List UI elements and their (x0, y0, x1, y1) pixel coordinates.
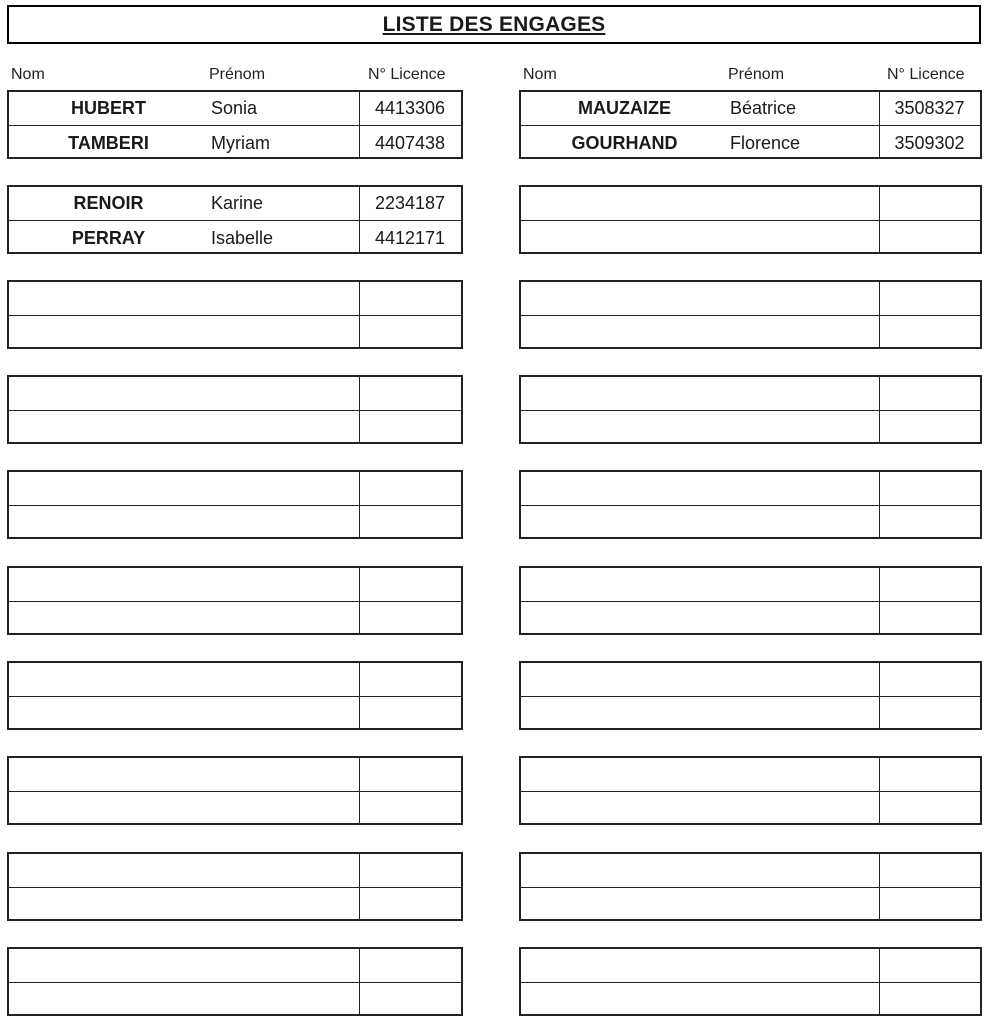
row-divider (9, 315, 461, 316)
player-row (9, 127, 461, 160)
row-divider (521, 220, 980, 221)
team-table (7, 280, 463, 349)
player-licence: 3509302 (894, 133, 965, 153)
player-nom (9, 949, 208, 982)
player-prenom: Isabelle (211, 228, 274, 248)
row-divider (9, 125, 461, 126)
player-nom (9, 793, 208, 826)
player-row (521, 317, 980, 350)
player-licence: 4407438 (374, 133, 446, 153)
row-divider (521, 887, 980, 888)
player-nom (521, 412, 728, 445)
player-row (521, 412, 980, 445)
player-licence (359, 758, 461, 791)
player-licence: 2234187 (374, 193, 446, 213)
team-table (519, 661, 982, 730)
player-licence (359, 698, 461, 731)
team-table (7, 90, 463, 159)
player-licence (879, 603, 980, 636)
team-table (519, 852, 982, 921)
row-divider (9, 887, 461, 888)
row-divider (521, 601, 980, 602)
player-row (521, 984, 980, 1017)
player-licence: 3508327 (894, 98, 965, 118)
header-nom: Nom (523, 66, 557, 83)
player-nom (521, 603, 728, 636)
team-table (7, 185, 463, 254)
row-divider (521, 125, 980, 126)
team-table (519, 566, 982, 635)
team-table (7, 470, 463, 539)
page-title-box (7, 5, 981, 44)
team-table (519, 185, 982, 254)
team-table (519, 375, 982, 444)
player-row (521, 568, 980, 601)
player-licence (359, 984, 461, 1017)
player-row (521, 222, 980, 255)
player-nom: GOURHAND (571, 133, 678, 153)
row-divider (521, 791, 980, 792)
team-table (7, 661, 463, 730)
player-row (521, 282, 980, 315)
player-licence (359, 793, 461, 826)
player-licence (359, 854, 461, 887)
player-row (9, 377, 461, 410)
player-nom (521, 949, 728, 982)
player-row (521, 854, 980, 887)
player-licence (879, 698, 980, 731)
player-licence (359, 603, 461, 636)
player-prenom: Karine (211, 193, 264, 213)
player-licence (879, 568, 980, 601)
player-row (521, 603, 980, 636)
player-licence (879, 793, 980, 826)
player-nom (521, 187, 728, 220)
player-row (9, 889, 461, 922)
player-licence (359, 282, 461, 315)
player-row (9, 507, 461, 540)
row-divider (9, 696, 461, 697)
player-nom (9, 663, 208, 696)
player-nom (521, 889, 728, 922)
row-divider (521, 982, 980, 983)
player-licence (879, 412, 980, 445)
player-row (9, 472, 461, 505)
player-row (9, 984, 461, 1017)
header-licence: N° Licence (887, 66, 965, 83)
player-nom (521, 282, 728, 315)
row-divider (521, 315, 980, 316)
team-table (7, 375, 463, 444)
player-nom: MAUZAIZE (578, 98, 671, 118)
player-nom (9, 507, 208, 540)
player-row (521, 127, 980, 160)
player-row (9, 793, 461, 826)
player-row (9, 758, 461, 791)
player-nom (521, 377, 728, 410)
player-nom (9, 889, 208, 922)
player-nom (9, 854, 208, 887)
player-licence (879, 187, 980, 220)
player-row (521, 889, 980, 922)
row-divider (9, 791, 461, 792)
team-table (7, 756, 463, 825)
player-nom (9, 377, 208, 410)
team-table (7, 566, 463, 635)
team-table (519, 90, 982, 159)
player-licence (879, 472, 980, 505)
player-row (9, 92, 461, 125)
row-divider (9, 505, 461, 506)
player-row (521, 472, 980, 505)
player-row (521, 793, 980, 826)
player-row (9, 698, 461, 731)
row-divider (9, 220, 461, 221)
team-table (519, 280, 982, 349)
player-licence (359, 949, 461, 982)
player-prenom: Myriam (211, 133, 270, 153)
player-licence (879, 984, 980, 1017)
player-licence (879, 222, 980, 255)
player-nom (9, 758, 208, 791)
player-licence (879, 949, 980, 982)
player-row (521, 187, 980, 220)
player-row (9, 412, 461, 445)
player-nom (9, 568, 208, 601)
header-licence: N° Licence (368, 66, 446, 83)
player-licence (359, 412, 461, 445)
player-nom (9, 603, 208, 636)
player-licence (879, 282, 980, 315)
team-table (519, 756, 982, 825)
team-table (519, 947, 982, 1016)
player-row (9, 282, 461, 315)
player-nom (521, 663, 728, 696)
header-prenom: Prénom (728, 66, 785, 83)
player-nom: HUBERT (71, 98, 146, 118)
player-row (9, 854, 461, 887)
player-row (521, 507, 980, 540)
player-nom: TAMBERI (68, 133, 149, 153)
player-nom (521, 984, 728, 1017)
player-licence (359, 472, 461, 505)
player-row (9, 317, 461, 350)
row-divider (521, 505, 980, 506)
player-row (9, 603, 461, 636)
player-nom (9, 984, 208, 1017)
player-nom (521, 698, 728, 731)
player-nom (521, 568, 728, 601)
player-prenom: Béatrice (730, 98, 797, 118)
player-licence (359, 889, 461, 922)
player-nom (9, 472, 208, 505)
player-row (521, 949, 980, 982)
player-row (521, 92, 980, 125)
player-nom (9, 317, 208, 350)
player-row (9, 568, 461, 601)
player-nom (521, 317, 728, 350)
player-nom (521, 793, 728, 826)
player-nom (9, 412, 208, 445)
header-prenom: Prénom (209, 66, 266, 83)
player-nom (9, 698, 208, 731)
player-row (521, 663, 980, 696)
player-nom (521, 472, 728, 505)
player-nom: PERRAY (71, 228, 146, 248)
row-divider (521, 410, 980, 411)
team-table (7, 852, 463, 921)
player-licence (879, 507, 980, 540)
player-licence (879, 758, 980, 791)
header-nom: Nom (11, 66, 45, 83)
player-nom (521, 854, 728, 887)
player-licence: 4413306 (374, 98, 446, 118)
player-row (521, 698, 980, 731)
player-licence (359, 507, 461, 540)
row-divider (9, 982, 461, 983)
player-prenom: Sonia (211, 98, 258, 118)
team-table (519, 470, 982, 539)
player-nom (521, 758, 728, 791)
player-licence (359, 568, 461, 601)
player-nom (521, 222, 728, 255)
player-licence (359, 377, 461, 410)
row-divider (9, 601, 461, 602)
page-title: LISTE DES ENGAGES (382, 12, 606, 36)
row-divider (9, 410, 461, 411)
player-licence (879, 317, 980, 350)
player-prenom: Florence (730, 133, 801, 153)
player-row (521, 758, 980, 791)
player-nom: RENOIR (73, 193, 144, 213)
player-nom (521, 507, 728, 540)
player-licence (879, 377, 980, 410)
player-licence (879, 663, 980, 696)
player-licence (879, 889, 980, 922)
team-table (7, 947, 463, 1016)
player-row (9, 949, 461, 982)
player-row (9, 222, 461, 255)
player-row (9, 187, 461, 220)
player-row (9, 663, 461, 696)
player-row (521, 377, 980, 410)
player-licence: 4412171 (374, 228, 446, 248)
player-licence (879, 854, 980, 887)
player-licence (359, 317, 461, 350)
player-nom (9, 282, 208, 315)
player-licence (359, 663, 461, 696)
row-divider (521, 696, 980, 697)
